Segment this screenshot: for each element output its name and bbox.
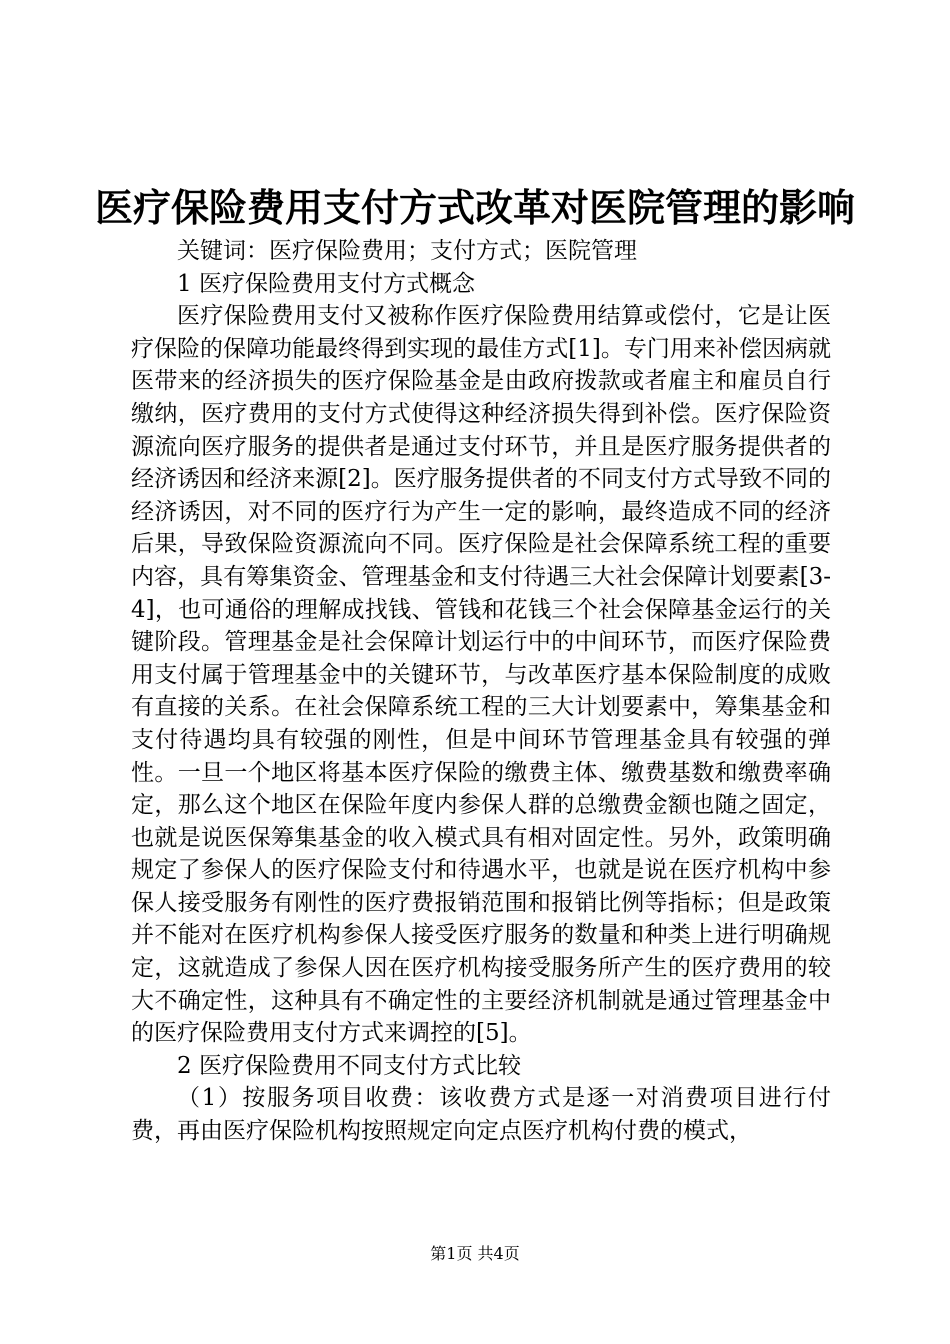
section-heading-1: 1 医疗保险费用支付方式概念: [177, 270, 475, 297]
document-title: 医疗保险费用支付方式改革对医院管理的影响: [94, 185, 855, 230]
section-paragraph-1: 医疗保险费用支付又被称作医疗保险费用结算或偿付，它是让医疗保险的保障功能最终得到实现的最佳方式[1]。专门用来补偿因病就医带来的经济损失的医疗保险基金是由政府拨款或者雇主和雇员自行缴纳，医疗费用的支付方式使得这种经济损失得到补偿。医疗保险资源流向医疗服务的提供者是通过支付环节，并且是医疗服务提供者的经济诱因和经济来源[2]。医疗服务提供者的不同支付方式导致不同的经济诱因，对不同的医疗行为产生一定的影响，最终造成不同的经济后果，导致保险资源流向不同。医疗保险是社会保障系统工程的重要内容，具有筹集资金、管理基金和支付待遇三大社会保障计划要素[3-4]，也可通俗的理解成找钱、管钱和花钱三个社会保障基金运行的关键阶段。管理基金是社会保障计划运行中的中间环节，而医疗保险费用支付属于管理基金中的关键环节，与改革医疗基本保险制度的成败有直接的关系。在社会保障系统工程的三大计划要素中，筹集基金和支付待遇均具有较强的刚性，但是中间环节管理基金具有较强的弹性。一旦一个地区将基本医疗保险的缴费主体、缴费基数和缴费率确定，那么这个地区在保险年度内参保人群的总缴费金额也随之固定，也就是说医保筹集基金的收入模式具有相对固定性。另外，政策明确规定了参保人的医疗保险支付和待遇水平，也就是说在医疗机构中参保人接受服务有刚性的医疗费报销范围和报销比例等指标；但是政策并不能对在医疗机构参保人接受医疗服务的数量和种类上进行明确规定，这就造成了参保人因在医疗机构接受服务所产生的医疗费用的较大不确定性，这种具有不确定性的主要经济机制就是通过管理基金中的医疗保险费用支付方式来调控的[5]。: [131, 303, 831, 1047]
page-number-footer: 第1页 共4页: [430, 1244, 520, 1263]
document-body: [131, 235, 831, 1148]
section-heading-2: 2 医疗保险费用不同支付方式比较: [177, 1052, 521, 1079]
section-paragraph-2: （1）按服务项目收费：该收费方式是逐一对消费项目进行付费，再由医疗保险机构按照规定向定点医疗机构付费的模式，: [131, 1085, 831, 1145]
keywords-line: 关键词：医疗保险费用；支付方式；医院管理: [177, 238, 637, 264]
